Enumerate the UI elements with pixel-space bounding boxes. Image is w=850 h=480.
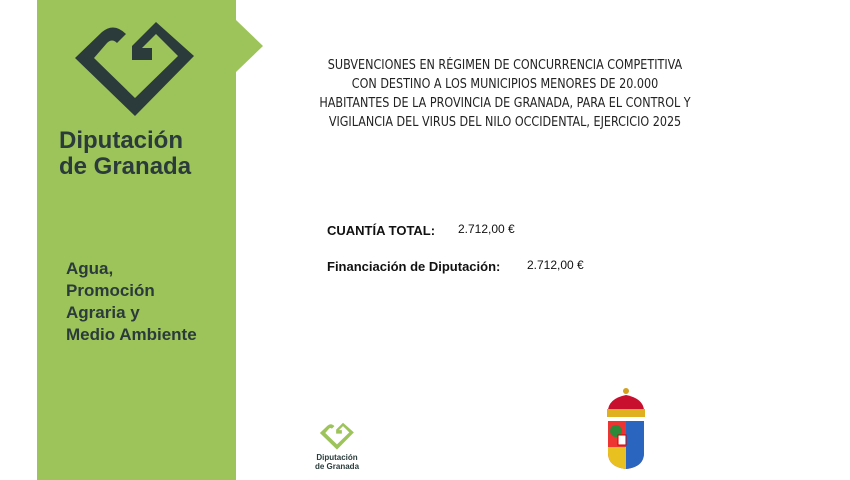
funding-value: 2.712,00 € — [527, 258, 584, 272]
municipal-coat-of-arms-icon — [602, 387, 650, 471]
small-diputacion-logo — [315, 421, 359, 471]
org-line1: Diputación — [59, 127, 183, 154]
panel-arrow — [236, 20, 263, 72]
org-name — [59, 128, 191, 180]
small-logo-icon — [317, 421, 357, 451]
total-label: CUANTÍA TOTAL: — [327, 223, 436, 238]
small-logo-line2: de Granada — [315, 462, 360, 471]
dept-line: Agraria y — [66, 303, 140, 322]
department-name — [66, 258, 197, 346]
dept-line: Agua, — [66, 259, 114, 278]
total-value: 2.712,00 € — [458, 222, 515, 236]
dept-line: Medio Ambiente — [66, 325, 197, 344]
funding-label: Financiación de Diputación: — [327, 259, 501, 274]
small-logo-line1: Diputación — [316, 453, 358, 462]
dept-line: Promoción — [66, 281, 155, 300]
diputacion-logo-icon — [70, 16, 200, 121]
page-title: SUBVENCIONES EN RÉGIMEN DE CONCURRENCIA COMPETITIVA CON DESTINO A LOS MUNICIPIOS MENORES DE 20.000 HABITANTES DE LA PROVINCIA DE GRANADA, PARA EL CONTROL Y VIGILANCIA DEL VIRUS DEL NILO OCCIDENTAL, EJERCICIO 2025 — [319, 58, 691, 130]
org-line2: de Granada — [59, 153, 192, 180]
